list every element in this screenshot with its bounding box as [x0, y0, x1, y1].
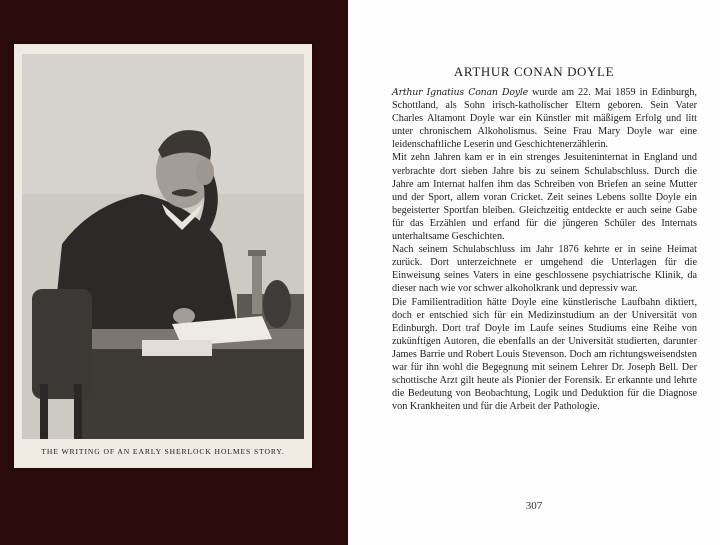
body-text — [392, 86, 697, 413]
page-number: 307 — [525, 500, 543, 512]
photo-caption: THE WRITING OF AN EARLY SHERLOCK HOLMES STORY. — [41, 447, 285, 456]
name-lead: Arthur Ignatius Conan Doyle — [392, 87, 529, 98]
photo-plate — [14, 44, 312, 468]
paragraph-1-text: wurde am 22. Mai 1859 in Edinburgh, Schottland, als Sohn irisch-katholischer Eltern geboren. Sein Vater Charles Altamont Doyle war ein Künstler mit mäßigem Erfolg und litt unter chronischem Alkoholismus. Seine Frau Mary Doyle war eine leidenschaftliche Leserin und Geschichtenerzählerin. — [392, 87, 697, 151]
paragraph-3: Nach seinem Schulabschluss im Jahr 1876 kehrte er in seine Heimat zurück. Dort unterzeichnete er umgehend die Unterlagen für die Einweisung seines Vaters in eine geschlossene psychiatrische Klinik, da dieser nach wie vor schwer alkoholkrank und depressiv war. — [392, 244, 697, 295]
paragraph-1 — [392, 86, 697, 151]
left-page — [0, 0, 348, 545]
paragraph-4: Die Familientradition hätte Doyle eine künstlerische Laufbahn diktiert, doch er entschied sich für ein Medizinstudium an der Universität von Edinburgh. Dort traf Doyle im Laufe seines Studiums eine Reihe von zukünftigen Autoren, die ebenfalls an der Universität studierten, darunter James Barrie und Robert Louis Stevenson. Doch am richtungsweisendsten war für ihn wohl die Begegnung mit seinem Lehrer Dr. Joseph Bell. Der schottische Arzt gilt heute als Pionier der Forensik. Er erkannte und lehrte die Bedeutung von Beobachtung, Logik und Deduktion für die Diagnose von Krankheiten und für die Arbeit der Pathologie. — [392, 296, 697, 413]
portrait-photo — [22, 54, 304, 439]
right-page — [348, 0, 720, 545]
portrait-illustration — [22, 54, 304, 439]
page-title: ARTHUR CONAN DOYLE — [453, 64, 615, 79]
paragraph-2: Mit zehn Jahren kam er in ein strenges Jesuiteninternat in England und verbrachte dort sieben Jahre bis zu seinem Schulabschluss. Durch die Jahre am Internat halfen ihm das Schreiben von Briefen an seine Mutter und der Sport, allem voran Cricket. Zeit seines Lebens sollte Doyle ein begeisterter Sportfan bleiben. Gleichzeitig entdeckte er auch seine Gabe für das Erzählen und erfand für die jüngeren Schüler des Internats unterhaltsame Geschichten. — [392, 152, 697, 243]
